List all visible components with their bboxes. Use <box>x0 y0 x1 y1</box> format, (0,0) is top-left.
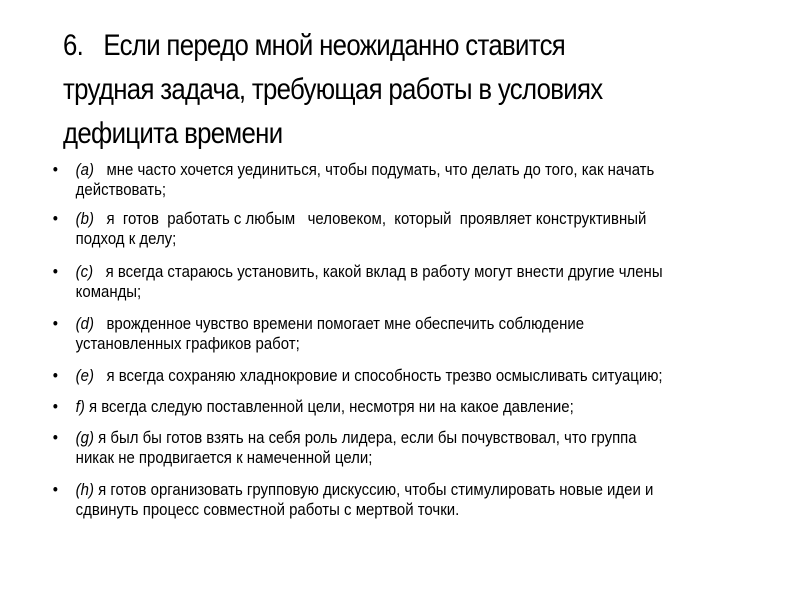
option-label: (d) <box>75 314 94 333</box>
answer-option-f <box>0 397 704 428</box>
slide-title <box>63 24 742 156</box>
option-text <box>76 262 663 302</box>
option-text <box>76 366 663 386</box>
answer-option-g <box>0 428 704 480</box>
option-line: f) я всегда следую поставленной цели, несмотря ни на какое давление; <box>75 397 574 416</box>
answer-options-list <box>0 160 800 524</box>
option-line: (b) я готов работать с любым человеком, который проявляет конструктивный <box>75 209 647 228</box>
option-line: никак не продвигается к намеченной цели; <box>75 448 373 467</box>
option-line: сдвинуть процесс совместной работы с мертвой точки. <box>75 500 460 519</box>
bullet-icon: • <box>52 209 59 228</box>
answer-option-c <box>0 262 704 314</box>
title-line-3: дефицита времени <box>63 117 283 150</box>
option-text <box>76 397 574 417</box>
option-line: команды; <box>75 282 142 301</box>
option-line: (h) я готов организовать групповую дискуссию, чтобы стимулировать новые идеи и <box>75 480 654 499</box>
bullet-icon: • <box>52 262 59 281</box>
option-text <box>76 209 647 249</box>
option-line: (a) мне часто хочется уединиться, чтобы подумать, что делать до того, как начать <box>75 160 655 179</box>
bullet-icon: • <box>52 366 59 385</box>
bullet-icon: • <box>52 480 59 499</box>
option-label: (c) <box>75 262 94 281</box>
option-line: (e) я всегда сохраняю хладнокровие и способность трезво осмысливать ситуацию; <box>75 366 663 385</box>
title-line-2: трудная задача, требующая работы в условиях <box>63 73 603 106</box>
title-number: 6. <box>63 29 84 62</box>
option-text <box>76 314 584 354</box>
option-line: установленных графиков работ; <box>75 334 300 353</box>
bullet-icon: • <box>52 428 59 447</box>
answer-option-a <box>0 160 704 209</box>
answer-option-e <box>0 366 704 397</box>
option-label: (e) <box>75 366 94 385</box>
answer-option-d <box>0 314 704 366</box>
option-text <box>76 480 654 520</box>
title-line-text: Если передо мной неожиданно ставится <box>103 29 566 62</box>
option-label: f) <box>75 397 85 416</box>
bullet-icon: • <box>52 160 59 179</box>
option-line: (d) врожденное чувство времени помогает мне обеспечить соблюдение <box>75 314 585 333</box>
answer-option-b <box>0 209 704 262</box>
option-line: (c) я всегда стараюсь установить, какой вклад в работу могут внести другие члены <box>75 262 663 281</box>
option-text <box>76 160 655 200</box>
option-label: (b) <box>75 209 94 228</box>
option-label: (g) <box>75 428 94 447</box>
title-line-1 <box>63 24 742 68</box>
option-line: подход к делу; <box>75 229 177 248</box>
option-line: действовать; <box>75 180 167 199</box>
answer-option-h <box>0 480 704 524</box>
bullet-icon: • <box>52 314 59 333</box>
option-text <box>76 428 637 468</box>
option-label: (h) <box>75 480 94 499</box>
option-label: (a) <box>75 160 94 179</box>
option-line: (g) я был бы готов взять на себя роль лидера, если бы почувствовал, что группа <box>75 428 637 447</box>
bullet-icon: • <box>52 397 59 416</box>
